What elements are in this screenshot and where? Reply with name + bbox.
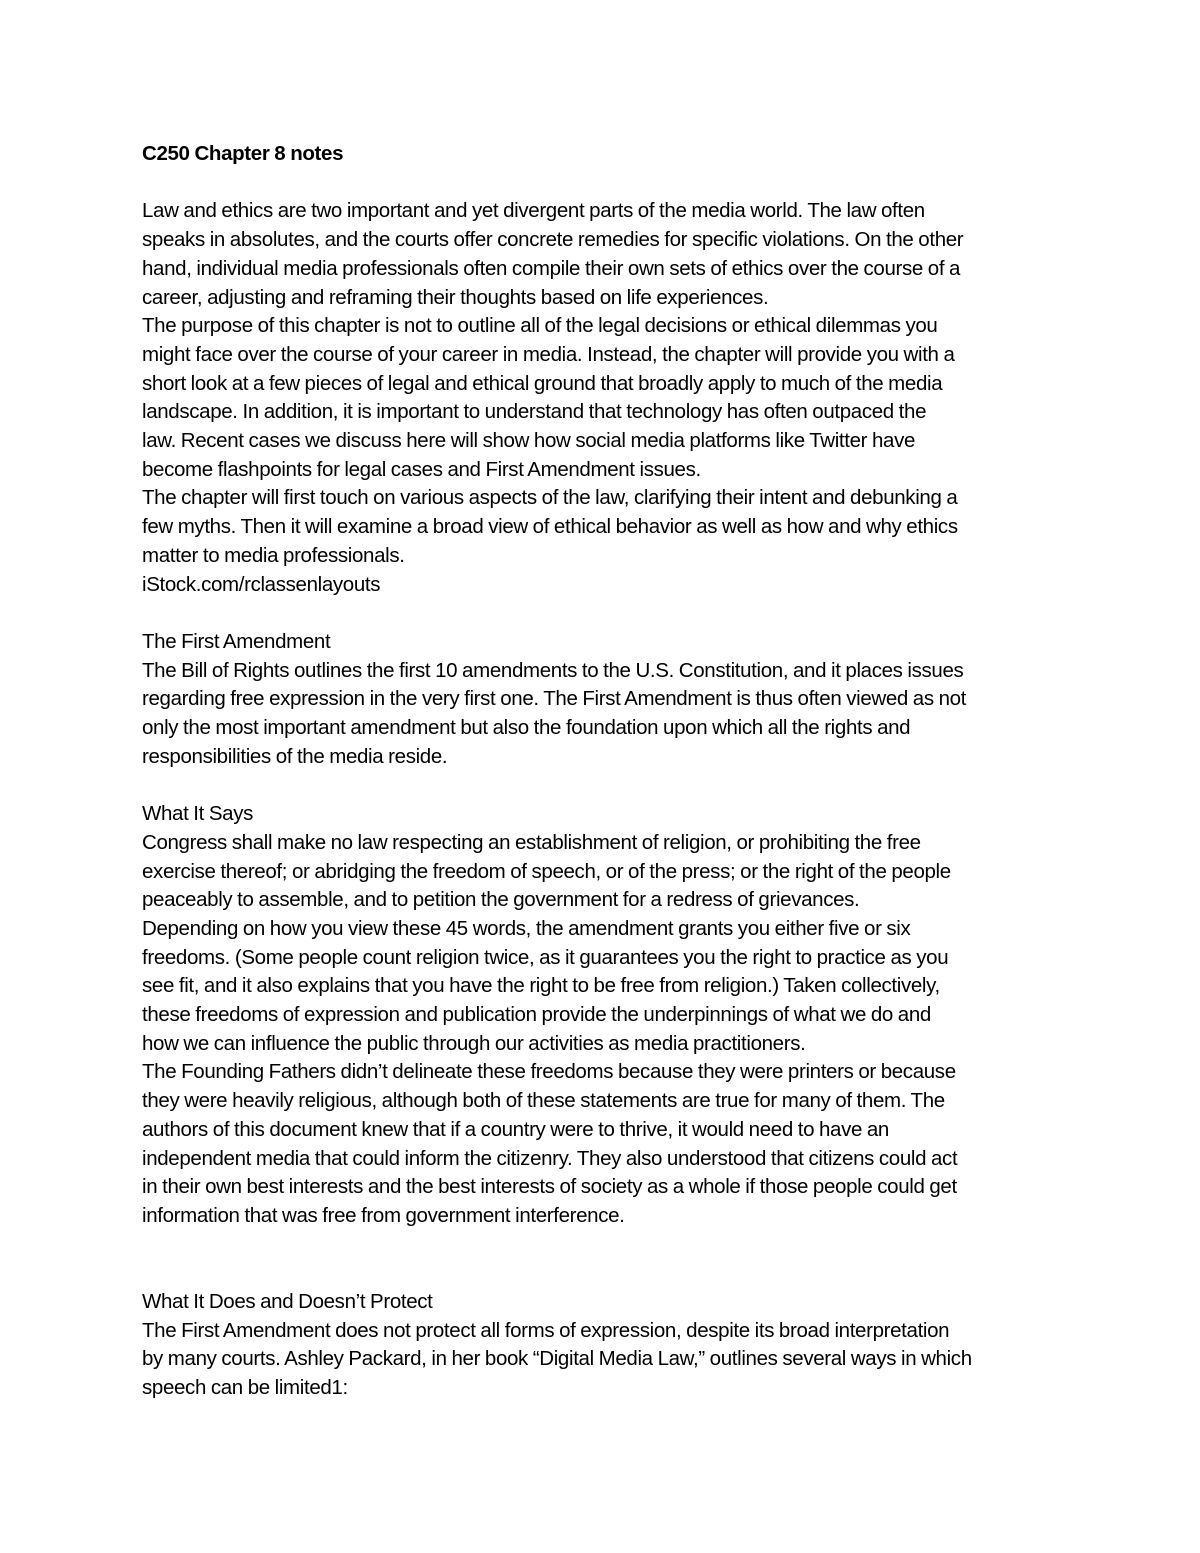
- intro-line: landscape. In addition, it is important to understand that technology has often outpaced the: [142, 400, 927, 424]
- section-heading: The First Amendment: [142, 629, 331, 653]
- blank-line: [142, 169, 1062, 198]
- intro-line: The chapter will first touch on various aspects of the law, clarifying their intent and debunking a: [142, 486, 958, 510]
- intro-line: Law and ethics are two important and yet divergent parts of the media world. The law often: [142, 199, 925, 223]
- intro-section: [142, 197, 1062, 599]
- paragraph-line: Congress shall make no law respecting an establishment of religion, or prohibiting the free: [142, 830, 921, 854]
- intro-line: matter to media professionals.: [142, 543, 405, 567]
- paragraph-line: peaceably to assemble, and to petition the government for a redress of grievances.: [142, 888, 860, 912]
- blank-line: [142, 1259, 1062, 1288]
- paragraph-line: freedoms. (Some people count religion twice, as it guarantees you the right to practice as you: [142, 945, 949, 969]
- paragraph-line: independent media that could inform the citizenry. They also understood that citizens could act: [142, 1146, 958, 1170]
- intro-line: hand, individual media professionals often compile their own sets of ethics over the course of a: [142, 256, 961, 280]
- paragraph-line: The Founding Fathers didn’t delineate these freedoms because they were printers or because: [142, 1060, 956, 1084]
- paragraph-line: speech can be limited1:: [142, 1376, 348, 1400]
- intro-line: short look at a few pieces of legal and ethical ground that broadly apply to much of the media: [142, 371, 943, 395]
- paragraph-line: only the most important amendment but also the foundation upon which all the rights and: [142, 716, 911, 740]
- paragraph-line: Depending on how you view these 45 words, the amendment grants you either five or six: [142, 916, 911, 940]
- paragraph-line: in their own best interests and the best interests of society as a whole if those people could get: [142, 1175, 957, 1199]
- paragraph-line: information that was free from government interference.: [142, 1203, 625, 1227]
- what-it-says-section: [142, 800, 1062, 1231]
- paragraph-line: regarding free expression in the very first one. The First Amendment is thus often viewed as not: [142, 687, 967, 711]
- intro-line: law. Recent cases we discuss here will show how social media platforms like Twitter have: [142, 429, 916, 453]
- intro-line: might face over the course of your career in media. Instead, the chapter will provide you with a: [142, 342, 955, 366]
- paragraph-line: exercise thereof; or abridging the freedom of speech, or of the press; or the right of the people: [142, 859, 951, 883]
- intro-line: few myths. Then it will examine a broad view of ethical behavior as well as how and why ethics: [142, 515, 958, 539]
- image-credit: iStock.com/rclassenlayouts: [142, 572, 381, 596]
- document-title: C250 Chapter 8 notes: [142, 142, 344, 165]
- intro-line: become flashpoints for legal cases and First Amendment issues.: [142, 457, 701, 481]
- paragraph-line: The First Amendment does not protect all forms of expression, despite its broad interpretation: [142, 1318, 950, 1342]
- intro-line: career, adjusting and reframing their thoughts based on life experiences.: [142, 285, 769, 309]
- paragraph-line: by many courts. Ashley Packard, in her book “Digital Media Law,” outlines several ways in which: [142, 1347, 972, 1371]
- blank-line: [142, 599, 1062, 628]
- first-amendment-section: [142, 628, 1062, 772]
- paragraph-line: authors of this document knew that if a country were to thrive, it would need to have an: [142, 1117, 889, 1141]
- protect-section: [142, 1288, 1062, 1403]
- paragraph-line: these freedoms of expression and publication provide the underpinnings of what we do and: [142, 1003, 931, 1027]
- blank-line: [142, 1231, 1062, 1260]
- paragraph-line: The Bill of Rights outlines the first 10 amendments to the U.S. Constitution, and it places issues: [142, 658, 964, 682]
- paragraph-line: they were heavily religious, although both of these statements are true for many of them. The: [142, 1089, 945, 1113]
- intro-line: speaks in absolutes, and the courts offer concrete remedies for specific violations. On the other: [142, 228, 964, 252]
- section-heading: What It Does and Doesn’t Protect: [142, 1290, 433, 1314]
- section-heading: What It Says: [142, 802, 254, 826]
- paragraph-line: responsibilities of the media reside.: [142, 744, 448, 768]
- document-body: [142, 140, 1062, 1403]
- paragraph-line: how we can influence the public through our activities as media practitioners.: [142, 1031, 806, 1055]
- blank-line: [142, 771, 1062, 800]
- paragraph-line: see fit, and it also explains that you have the right to be free from religion.) Taken collectively,: [142, 974, 940, 998]
- intro-line: The purpose of this chapter is not to outline all of the legal decisions or ethical dilemmas you: [142, 314, 938, 338]
